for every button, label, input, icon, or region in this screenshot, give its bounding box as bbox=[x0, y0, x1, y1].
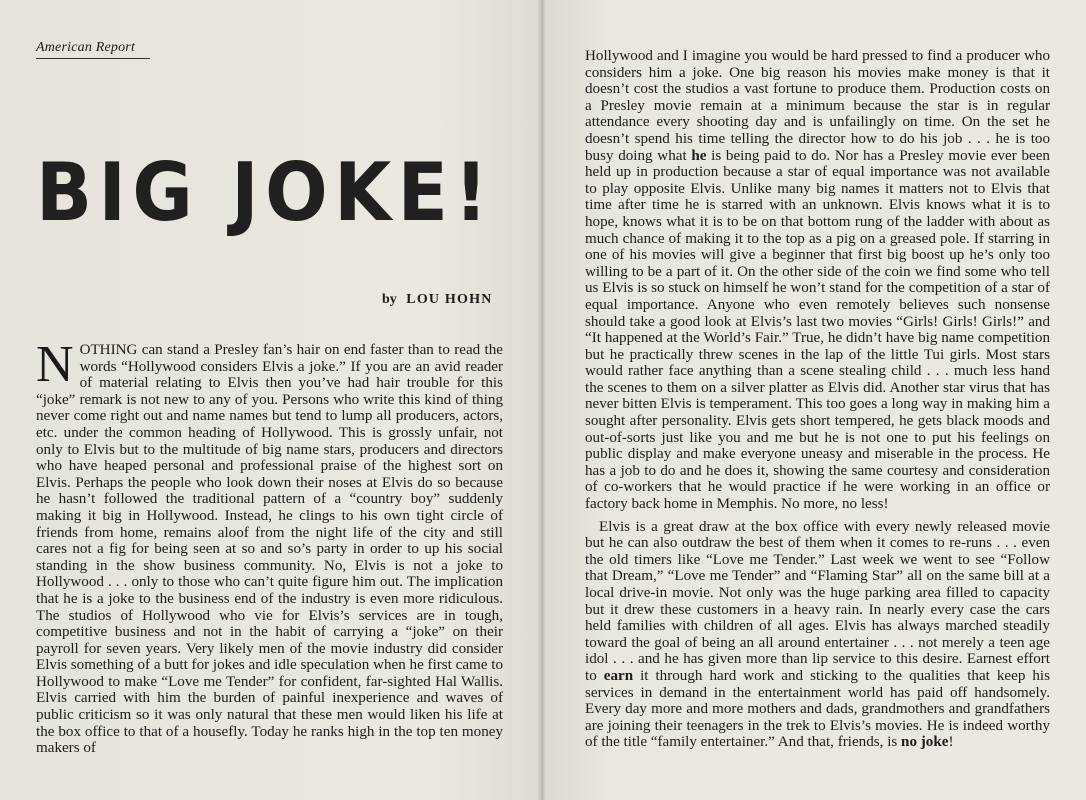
headline: BIG JOKE! bbox=[36, 146, 495, 239]
author-name: LOU HOHN bbox=[406, 292, 493, 307]
section-label: American Report bbox=[36, 40, 150, 59]
right-page bbox=[545, 0, 1086, 800]
paragraph-text: Hollywood and I imagine you would be hard pressed to find a producer who considers him a joke. One big reason his movies make money is that it doesn’t cost the studios a vast fortune to produce them. Production costs on a Presley movie remain at a minimum because the star is in regular attendance every shooting day and is unfailingly on time. On the set he doesn’t spend his time telling the director how to do his job . . . he is too busy doing what bbox=[585, 48, 1050, 164]
emphasis-no-joke: no joke bbox=[901, 734, 949, 751]
article-body-left bbox=[36, 336, 503, 757]
emphasis-he: he bbox=[691, 147, 707, 164]
emphasis-earn: earn bbox=[603, 667, 634, 684]
paragraph-text: is being paid to do. Nor has a Presley movie ever been held up in production because a star of equal importance was not available to play opposite Elvis. Unlike many big names it matters not to Elvis that time after time he is starred with an unknown. Elvis knows what it is to hope, knows what it is to be on that bottom rung of the ladder with about as much chance of making it to the top as a pig on a greased pole. If starring in one of his movies will give a beginner that first big boost up he’s only too willing to be a part of it. On the other side of the coin we find some who tell us Elvis is so stuck on himself he won’t stand for the competition of a star of equal importance. Anyone who even remotely believes such nonsense should take a good look at Elvis’s last two movies “Girls! Girls! Girls!” and “It happened at the World’s Fair.” True, he didn’t have big name competition but he practically threw scenes in the lap of the little Tui girls. Most stars would rather face anything than a scene stealing child . . . much less hand the scenes to them on a silver platter as Elvis did. Another star virus that has never bitten Elvis is temperament. This too goes a long way in making him a sought after personality. Elvis gets short tempered, he gets black moods and out-of-sorts just like you and me but he is not one to put his feelings on public display and make everyone uneasy and miserable in the process. He has a job to do and he does it, showing the same courtesy and consideration of co-workers that he would practice if he were working in an office or factory back home in Memphis. No more, no less! bbox=[585, 147, 1050, 513]
drop-cap: N bbox=[36, 336, 74, 393]
byline-prefix: by bbox=[382, 292, 397, 307]
article-paragraph bbox=[585, 519, 1050, 751]
paragraph-text: it through hard work and sticking to the qualities that keep his services in demand in the entertainment world has paid off handsomely. Every day more and more mothers and dads, grandmothers and grandfathers are joining their teenagers in the trek to Elvis’s movies. He is indeed worthy of the title “family entertainer.” And that, friends, is bbox=[585, 667, 1050, 751]
article-body-right bbox=[585, 48, 1050, 751]
article-paragraph bbox=[585, 48, 1050, 513]
closing-punctuation: ! bbox=[948, 734, 954, 751]
paragraph-text: Elvis is a great draw at the box office with every newly released movie but he can also outdraw the best of them when it comes to re-runs . . . even the old timers like “Love me Tender.” Last week we went to see “Follow that Dream,” “Love me Tender” and “Flaming Star” all on the same bill at a local drive-in movie. Not only was the huge parking area filled to capacity but it drew these customers in a heavy rain. In nearly every case the cars held families with children of all ages. Elvis has always marched steadily toward the goal of being an all around entertainer . . . not merely a teen age idol . . . and he has given more than lip service to this desire. Earnest effort to bbox=[585, 518, 1050, 684]
paragraph-text: OTHING can stand a Presley fan’s hair on end faster than to read the words “Hollywood considers Elvis a joke.” If you are an avid reader of material relating to Elvis then you’ve had hair trouble for this “joke” remark is not new to any of you. Persons who write this kind of thing never come right out and name names but tend to lump all producers, actors, etc. under the common heading of Hollywood. This is grossly unfair, not only to Elvis but to the multitude of big name stars, producers and directors who have heaped personal and professional praise of the highest sort on Elvis. Perhaps the people who look down their noses at Elvis do so because he hasn’t followed the traditional pattern of a “country boy” suddenly making it big in Hollywood. Instead, he clings to his own tight circle of friends from home, remains aloof from the night life of the city and still cares not a fig for being seen at so and so’s party in order to up his social standing in the show business community. No, Elvis is not a joke to Hollywood . . . only to those who can’t quite figure him out. The implication that he is a joke to the business end of the industry is even more ridiculous. The studios of Hollywood who vie for Elvis’s services are in tough, competitive business and not in the habit of carrying a “joke” on their payroll for seven years. Very likely men of the movie industry did consider Elvis something of a butt for jokes and idle speculation when he first came to Hollywood to make “Love me Tender” for confident, far-sighted Hal Wallis. Elvis carried with him the burden of painful inexperience and waves of public criticism so it was only natural that these men would liken his life at the box office to that of a housefly. Today he ranks high in the top ten money makers of bbox=[36, 342, 503, 757]
left-page bbox=[0, 0, 541, 800]
article-paragraph bbox=[36, 336, 503, 757]
byline bbox=[382, 292, 493, 308]
